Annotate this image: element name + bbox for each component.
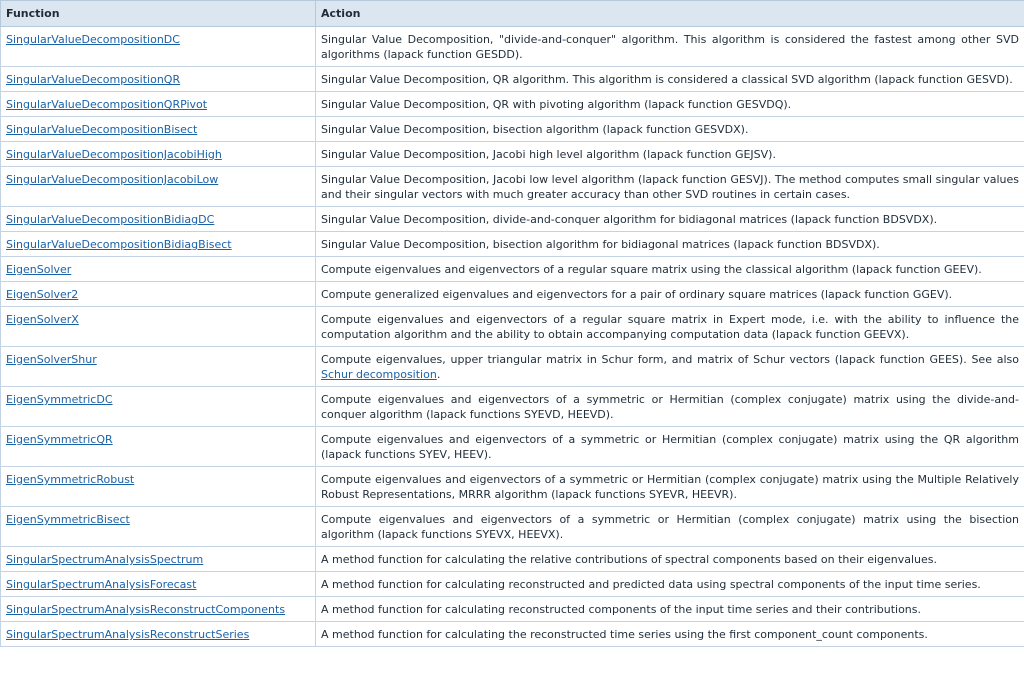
function-link[interactable]: SingularSpectrumAnalysisSpectrum xyxy=(6,553,204,566)
function-cell xyxy=(1,307,316,347)
table-row xyxy=(1,597,1024,622)
action-text: Compute eigenvalues, upper triangular matrix in Schur form, and matrix of Schur vectors (lapack function GEES). See also xyxy=(321,353,1019,366)
function-cell xyxy=(1,427,316,467)
table-row xyxy=(1,67,1024,92)
function-link[interactable]: SingularValueDecompositionQR xyxy=(6,73,181,86)
function-link[interactable]: SingularValueDecompositionJacobiHigh xyxy=(6,148,222,161)
table-row xyxy=(1,507,1024,547)
action-cell: Compute eigenvalues and eigenvectors of a symmetric or Hermitian (complex conjugate) matrix using the bisection algorithm (lapack functions SYEVX, HEEVX). xyxy=(316,507,1024,547)
action-cell: Singular Value Decomposition, bisection algorithm for bidiagonal matrices (lapack function BDSVDX). xyxy=(316,232,1024,257)
function-link[interactable]: EigenSolverX xyxy=(6,313,79,326)
function-link[interactable]: SingularValueDecompositionBidiagBisect xyxy=(6,238,232,251)
function-link[interactable]: SingularSpectrumAnalysisForecast xyxy=(6,578,197,591)
table-row xyxy=(1,257,1024,282)
table-row xyxy=(1,547,1024,572)
function-cell xyxy=(1,167,316,207)
table-row xyxy=(1,232,1024,257)
function-link[interactable]: SingularSpectrumAnalysisReconstructSeries xyxy=(6,628,250,641)
action-cell xyxy=(316,347,1024,387)
function-link[interactable]: SingularValueDecompositionJacobiLow xyxy=(6,173,219,186)
action-cell: Singular Value Decomposition, divide-and-conquer algorithm for bidiagonal matrices (lapack function BDSVDX). xyxy=(316,207,1024,232)
function-link[interactable]: EigenSolver xyxy=(6,263,72,276)
action-cell: Singular Value Decomposition, bisection algorithm (lapack function GESVDX). xyxy=(316,117,1024,142)
function-cell xyxy=(1,547,316,572)
function-cell xyxy=(1,507,316,547)
function-link[interactable]: SingularValueDecompositionBisect xyxy=(6,123,198,136)
function-cell xyxy=(1,117,316,142)
action-cell: A method function for calculating the relative contributions of spectral components based on their eigenvalues. xyxy=(316,547,1024,572)
action-cell: Compute eigenvalues and eigenvectors of a symmetric or Hermitian (complex conjugate) matrix using the Multiple Relatively Robust Representations, MRRR algorithm (lapack functions SYEVR, HEEVR). xyxy=(316,467,1024,507)
table-row xyxy=(1,387,1024,427)
function-link[interactable]: EigenSymmetricBisect xyxy=(6,513,130,526)
table-row xyxy=(1,167,1024,207)
function-link[interactable]: SingularSpectrumAnalysisReconstructComponents xyxy=(6,603,286,616)
function-cell xyxy=(1,207,316,232)
function-cell xyxy=(1,597,316,622)
action-cell: Singular Value Decomposition, "divide-and-conquer" algorithm. This algorithm is considered the fastest among other SVD algorithms (lapack function GESDD). xyxy=(316,27,1024,67)
action-cell: Singular Value Decomposition, Jacobi low level algorithm (lapack function GESVJ). The method computes small singular values and their singular vectors with much greater accuracy than other SVD routines in certain cases. xyxy=(316,167,1024,207)
function-cell xyxy=(1,142,316,167)
table-row xyxy=(1,142,1024,167)
function-link[interactable]: SingularValueDecompositionDC xyxy=(6,33,180,46)
action-cell: A method function for calculating the reconstructed time series using the first component_count components. xyxy=(316,622,1024,647)
table-row xyxy=(1,282,1024,307)
table-row xyxy=(1,207,1024,232)
function-cell xyxy=(1,27,316,67)
table-row xyxy=(1,117,1024,142)
schur-decomposition-link[interactable]: Schur decomposition xyxy=(321,368,437,381)
function-link[interactable]: EigenSolver2 xyxy=(6,288,79,301)
function-cell xyxy=(1,282,316,307)
table-row xyxy=(1,347,1024,387)
table-row xyxy=(1,467,1024,507)
function-cell xyxy=(1,67,316,92)
function-cell xyxy=(1,257,316,282)
function-cell xyxy=(1,622,316,647)
function-cell xyxy=(1,572,316,597)
table-row xyxy=(1,27,1024,67)
action-text-end: . xyxy=(436,368,441,381)
action-cell: Singular Value Decomposition, QR with pivoting algorithm (lapack function GESVDQ). xyxy=(316,92,1024,117)
table-row xyxy=(1,92,1024,117)
action-cell: Compute eigenvalues and eigenvectors of a regular square matrix using the classical algorithm (lapack function GEEV). xyxy=(316,257,1024,282)
action-cell: Compute eigenvalues and eigenvectors of a symmetric or Hermitian (complex conjugate) matrix using the divide-and-conquer algorithm (lapack functions SYEVD, HEEVD). xyxy=(316,387,1024,427)
action-cell: Compute eigenvalues and eigenvectors of a regular square matrix in Expert mode, i.e. with the ability to influence the computation algorithm and the ability to obtain accompanying computation data (lapack function GEEVX). xyxy=(316,307,1024,347)
function-cell xyxy=(1,232,316,257)
table-row xyxy=(1,427,1024,467)
function-cell xyxy=(1,347,316,387)
function-link[interactable]: EigenSymmetricDC xyxy=(6,393,113,406)
header-row xyxy=(1,1,1024,27)
function-link[interactable]: EigenSymmetricRobust xyxy=(6,473,135,486)
header-action: Action xyxy=(316,1,1024,27)
table-row xyxy=(1,307,1024,347)
header-function: Function xyxy=(1,1,316,27)
function-cell xyxy=(1,92,316,117)
function-link[interactable]: SingularValueDecompositionBidiagDC xyxy=(6,213,215,226)
action-cell: A method function for calculating reconstructed components of the input time series and their contributions. xyxy=(316,597,1024,622)
table-row xyxy=(1,572,1024,597)
function-link[interactable]: EigenSolverShur xyxy=(6,353,97,366)
function-cell xyxy=(1,387,316,427)
action-cell: A method function for calculating reconstructed and predicted data using spectral components of the input time series. xyxy=(316,572,1024,597)
action-cell: Singular Value Decomposition, QR algorithm. This algorithm is considered a classical SVD algorithm (lapack function GESVD). xyxy=(316,67,1024,92)
action-cell: Singular Value Decomposition, Jacobi high level algorithm (lapack function GEJSV). xyxy=(316,142,1024,167)
function-link[interactable]: SingularValueDecompositionQRPivot xyxy=(6,98,208,111)
action-cell: Compute generalized eigenvalues and eigenvectors for a pair of ordinary square matrices (lapack function GGEV). xyxy=(316,282,1024,307)
function-cell xyxy=(1,467,316,507)
function-link[interactable]: EigenSymmetricQR xyxy=(6,433,113,446)
action-cell: Compute eigenvalues and eigenvectors of a symmetric or Hermitian (complex conjugate) matrix using the QR algorithm (lapack functions SYEV, HEEV). xyxy=(316,427,1024,467)
table-row xyxy=(1,622,1024,647)
